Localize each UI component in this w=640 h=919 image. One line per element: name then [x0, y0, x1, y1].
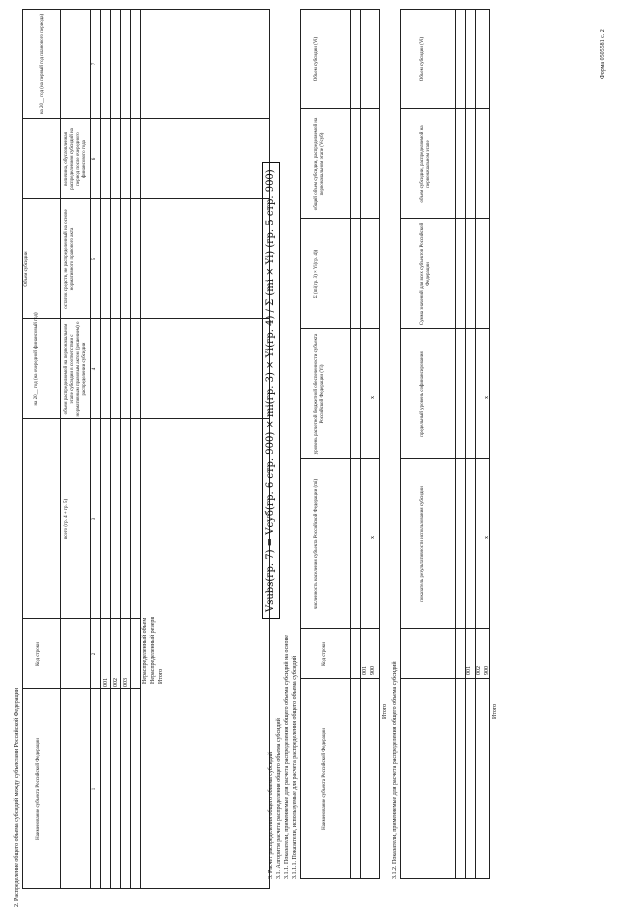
t3-row-code: 900 [484, 666, 490, 675]
t1-num: 5 [92, 257, 97, 261]
t1-year: на 20__ год (на очередной финансовый год) [34, 312, 39, 406]
t3-row-code: 002 [476, 666, 482, 675]
t3-c6: объем субсидии, распределяемой на первоначальном этапе [420, 125, 431, 203]
form-code: Форма 0505581 с. 2 [600, 29, 606, 79]
t2-row-code: 900 [370, 666, 376, 675]
t2-c6: общий объем субсидии, распределяемой на первоначальном этапе (Vсуб) [314, 117, 325, 211]
section4-title: 3.1.2. Показатели, применяемые для расчета распределения общего объема субсидий [392, 661, 398, 879]
t2-c7: Объем субсидии (Vi) [314, 36, 319, 82]
t1-num: 6 [92, 157, 97, 161]
t1-group-header: Объем субсидии [24, 251, 29, 287]
t1-num: 3 [92, 517, 97, 521]
t3-c5: Сумма значений для всех субъектов Российской Федерации [420, 222, 431, 326]
t3-c4: предельный уровень софинансирования [420, 351, 425, 437]
t1-num: 4 [92, 367, 97, 371]
t1-num: 2 [92, 652, 97, 656]
section3-title: 3. Расчет распределения общего объема субсидий [268, 751, 274, 879]
section3111: 3.1.1.1. Показатели, используемые для расчета распределения общего объема субсидий [292, 655, 298, 879]
formula: Vsubs(гр. 7) = Vсуб(гр. 6 стр. 900) × mi(гр. 3) × Yi(гр. 4) / Σ (mi × Yi) (гр. 5 стр. 900) [262, 162, 280, 619]
t2-col-code: Код строки [322, 642, 327, 666]
t1-footer-label: Итого [158, 668, 164, 684]
t1-col-region: Наименование субъекта Российской Федерации [36, 738, 41, 840]
t1-num: 1 [92, 787, 97, 791]
x-mark: x [370, 396, 376, 399]
t3-row-code: 001 [466, 666, 472, 675]
t1-num: 7 [92, 62, 97, 66]
t2-col-region: Наименование субъекта Российской Федерации [322, 728, 327, 830]
t3-c3: показатель результативности использования субсидии [420, 486, 425, 602]
x-mark: x [484, 396, 490, 399]
t3-footer: Итого [492, 703, 498, 719]
x-mark: x [484, 536, 490, 539]
x-mark: x [370, 536, 376, 539]
t1-col-next: на 20__ год (на первый год планового периода) [40, 13, 45, 115]
t1-footer-label: Нераспределенный объем [142, 617, 148, 684]
section2-title: 2. Распределение общего объема субсидий между субъектами Российской Федерации [14, 688, 20, 907]
t2-c5: Σ (mi(гр. 3) × Yi(гр. 4)) [314, 249, 319, 299]
t1-col-code: Код строки [36, 642, 41, 666]
t1-col-b: остаток средств, не распределенный на основе нормативного правового акта [64, 209, 75, 309]
t2-c4: уровень расчетной бюджетной обеспеченности субъекта Российской Федерации (Yi) [314, 333, 325, 455]
t2-row-code: 001 [362, 666, 368, 675]
t1-row-code: 003 [123, 678, 129, 687]
t1-col-total: всего (гр. 4 + гр. 5) [64, 498, 69, 540]
section311: 3.1.1. Показатели, применяемые для расчета распределения общего объема субсидий на основе [284, 635, 290, 879]
section31: 3.1. Алгоритм расчета распределения общего объема субсидий [276, 718, 282, 879]
t1-row-code: 002 [113, 678, 119, 687]
t1-col-a: объем распределяемой на первоначальном этапе субсидии в соответствии с нормативным правовым актом (решением) о распределении субсидии [64, 321, 87, 417]
indicator-table-2 [400, 9, 490, 879]
t3-c7: Объем субсидии (Vi) [420, 36, 425, 82]
t1-footer-label: Нераспределенный резерв [150, 616, 156, 684]
indicator-table-1 [300, 9, 380, 879]
t2-c3: численность населения субъекта Российской Федерации (mi) [314, 478, 319, 610]
t1-row-code: 001 [103, 678, 109, 687]
t1-col-c: величина, обусловленная распределением субсидий на период после очередного финансового года [64, 128, 87, 190]
t2-footer: Итого [382, 703, 388, 719]
